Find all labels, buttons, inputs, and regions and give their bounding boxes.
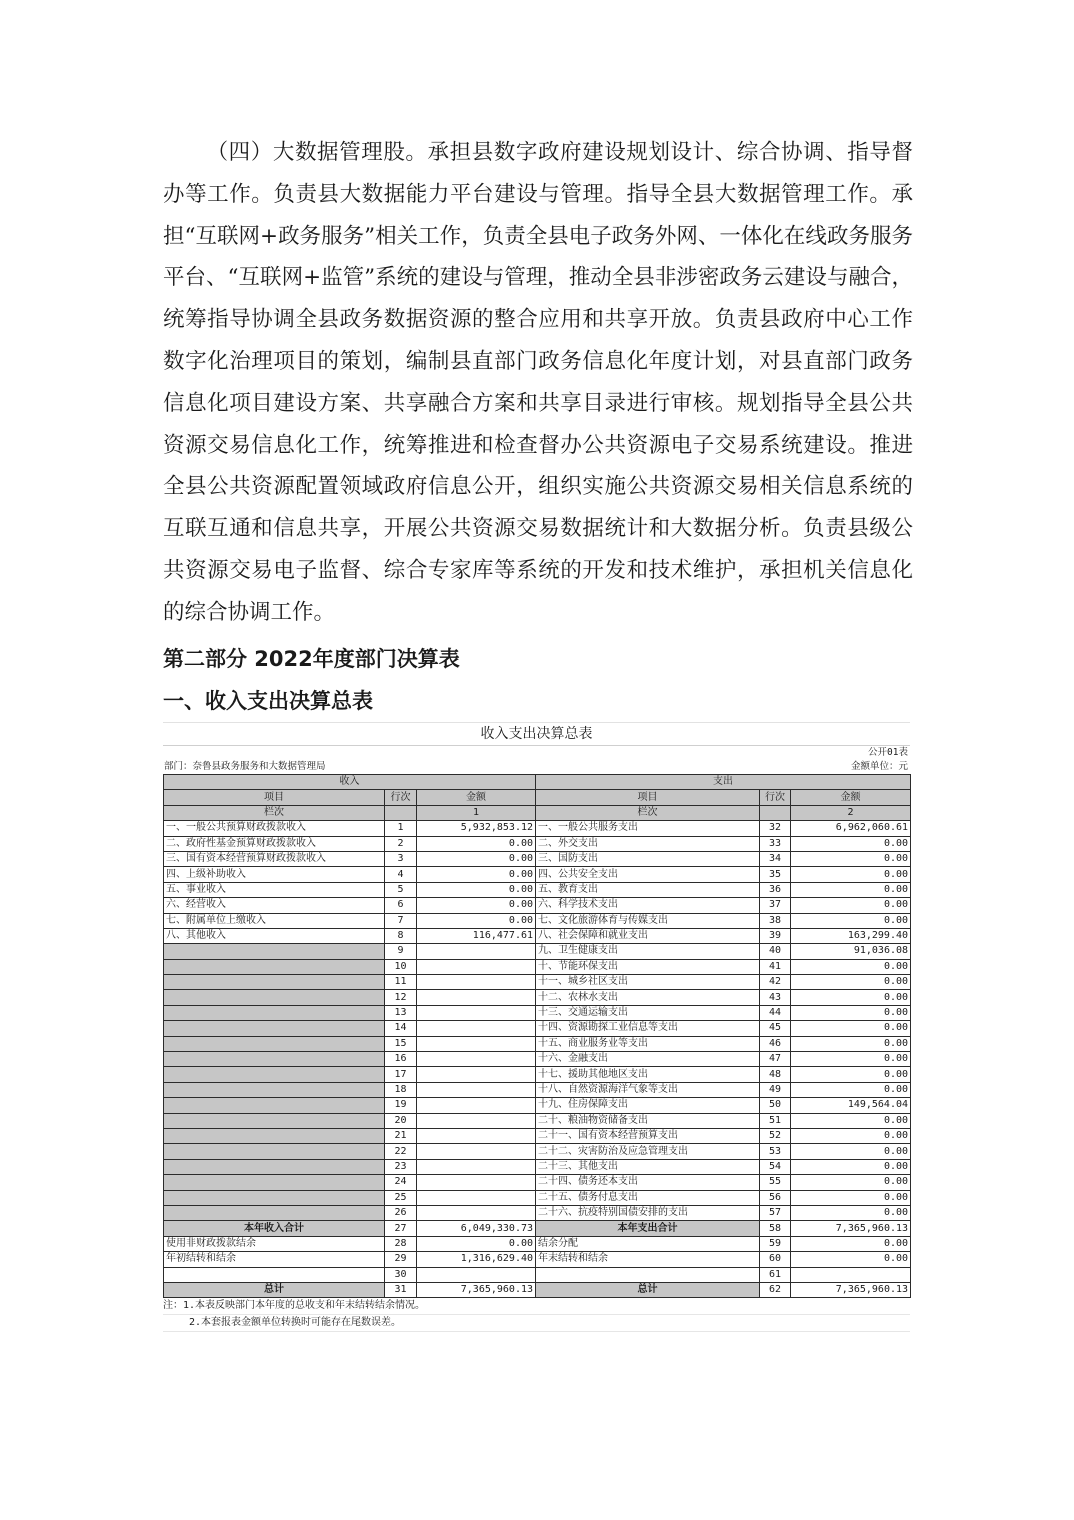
- expense-item: 二十四、债务还本支出: [536, 1175, 760, 1190]
- table-row: [164, 1190, 911, 1205]
- table-row: [164, 1159, 911, 1174]
- income-amount: [417, 1067, 536, 1082]
- expense-amount: 0.00: [791, 882, 911, 897]
- expense-item: 一、一般公共服务支出: [536, 821, 760, 836]
- expense-row-no: 41: [760, 959, 791, 974]
- income-amount: [417, 1021, 536, 1036]
- income-row-no: 21: [385, 1128, 417, 1143]
- expense-item: 十二、农林水支出: [536, 990, 760, 1005]
- expense-item: 六、科学技术支出: [536, 898, 760, 913]
- note-1: 注：1.本表反映部门本年度的总收支和年末结转结余情况。: [163, 1298, 910, 1315]
- col-row: 行次: [385, 790, 417, 805]
- income-amount: 0.00: [417, 913, 536, 928]
- income-row-no: 6: [385, 898, 417, 913]
- expense-row-no: 37: [760, 898, 791, 913]
- col-lanci: 栏次: [164, 805, 385, 820]
- expense-item: 十七、援助其他地区支出: [536, 1067, 760, 1082]
- expense-item: 九、卫生健康支出: [536, 944, 760, 959]
- income-amount: 0.00: [417, 1236, 536, 1251]
- expense-total-no: 58: [760, 1221, 791, 1236]
- income-row-no: 11: [385, 975, 417, 990]
- income-amount: [417, 959, 536, 974]
- expense-amount: 0.00: [791, 959, 911, 974]
- expense-amount: [791, 1267, 911, 1282]
- table-row: [164, 1052, 911, 1067]
- expense-row-no: 57: [760, 1205, 791, 1220]
- income-row-no: 14: [385, 1021, 417, 1036]
- income-row-no: 17: [385, 1067, 417, 1082]
- income-item: [164, 1267, 385, 1282]
- table-row: [164, 1005, 911, 1020]
- table-row: [164, 913, 911, 928]
- table-row: [164, 1128, 911, 1143]
- income-row-no: 13: [385, 1005, 417, 1020]
- expense-row-no: 48: [760, 1067, 791, 1082]
- income-row-no: 3: [385, 851, 417, 866]
- income-row-no: 9: [385, 944, 417, 959]
- expense-amount: 91,036.08: [791, 944, 911, 959]
- income-item: 二、政府性基金预算财政拨款收入: [164, 836, 385, 851]
- income-row-no: 5: [385, 882, 417, 897]
- note-2: 2.本套报表金额单位转换时可能存在尾数误差。: [163, 1315, 910, 1332]
- expense-amount: 0.00: [791, 975, 911, 990]
- expense-item: 十一、城乡社区支出: [536, 975, 760, 990]
- expense-row-no: 56: [760, 1190, 791, 1205]
- expense-amount: 0.00: [791, 1128, 911, 1143]
- expense-item: 年末结转和结余: [536, 1252, 760, 1267]
- income-amount: [417, 1205, 536, 1220]
- expense-row-no: 42: [760, 975, 791, 990]
- income-amount: 0.00: [417, 836, 536, 851]
- income-item: 五、事业收入: [164, 882, 385, 897]
- table-row: [164, 1036, 911, 1051]
- expense-row-no: 61: [760, 1267, 791, 1282]
- expense-amount: 0.00: [791, 1067, 911, 1082]
- income-item: 一、一般公共预算财政拨款收入: [164, 821, 385, 836]
- expense-amount: 0.00: [791, 1036, 911, 1051]
- table-row: [164, 990, 911, 1005]
- expense-total: 7,365,960.13: [791, 1221, 911, 1236]
- expense-row-no: 43: [760, 990, 791, 1005]
- expense-row-no: 51: [760, 1113, 791, 1128]
- income-item: [164, 944, 385, 959]
- expense-row-no: 44: [760, 1005, 791, 1020]
- income-amount: [417, 1036, 536, 1051]
- income-amount: 0.00: [417, 898, 536, 913]
- grand-total-label: 总计: [164, 1282, 385, 1297]
- expense-row-no: 34: [760, 851, 791, 866]
- income-row-no: 22: [385, 1144, 417, 1159]
- income-row-no: 8: [385, 928, 417, 943]
- income-amount: 116,477.61: [417, 928, 536, 943]
- income-total-label: 本年收入合计: [164, 1221, 385, 1236]
- expense-item: 二十三、其他支出: [536, 1159, 760, 1174]
- expense-row-no: 45: [760, 1021, 791, 1036]
- income-item: 八、其他收入: [164, 928, 385, 943]
- income-item: [164, 1021, 385, 1036]
- expense-amount: 0.00: [791, 1190, 911, 1205]
- income-amount: [417, 990, 536, 1005]
- expense-row-no: 47: [760, 1052, 791, 1067]
- income-item: [164, 1144, 385, 1159]
- expense-amount: 0.00: [791, 1005, 911, 1020]
- expense-amount: 0.00: [791, 1052, 911, 1067]
- income-row-no: 19: [385, 1098, 417, 1113]
- col-idx-income: 1: [417, 805, 536, 820]
- table-row: [164, 944, 911, 959]
- expense-item: 十九、住房保障支出: [536, 1098, 760, 1113]
- col-row: 行次: [760, 790, 791, 805]
- income-amount: [417, 1190, 536, 1205]
- expense-row-no: 54: [760, 1159, 791, 1174]
- expense-row-no: 53: [760, 1144, 791, 1159]
- expense-amount: 0.00: [791, 1205, 911, 1220]
- income-row-no: 4: [385, 867, 417, 882]
- expense-row-no: 52: [760, 1128, 791, 1143]
- income-amount: [417, 1267, 536, 1282]
- body-paragraph: （四）大数据管理股。承担县数字政府建设规划设计、综合协调、指导督办等工作。负责县大数据能力平台建设与管理。指导全县大数据管理工作。承担“互联网+政务服务”相关工作，负责全县电子政务外网、一体化在线政务服务平台、“互联网+监管”系统的建设与管理，推动全县非涉密政务云建设与融合，统筹指导协调全县政务数据资源的整合应用和共享开放。负责县政府中心工作数字化治理项目的策划，编制县直部门政务信息化年度计划，对县直部门政务信息化项目建设方案、共享融合方案和共享目录进行审核。规划指导全县公共资源交易信息化工作，统筹推进和检查督办公共资源电子交易系统建设。推进全县公共资源配置领域政府信息公开，组织实施公共资源交易相关信息系统的互联互通和信息共享，开展公共资源交易数据统计和大数据分析。负责县级公共资源交易电子监督、综合专家库等系统的开发和技术维护，承担机关信息化的综合协调工作。: [163, 140, 913, 625]
- income-row-no: 26: [385, 1205, 417, 1220]
- expense-row-no: 38: [760, 913, 791, 928]
- expense-row-no: 49: [760, 1082, 791, 1097]
- expense-item: 二十六、抗疫特别国债安排的支出: [536, 1205, 760, 1220]
- expense-row-no: 33: [760, 836, 791, 851]
- income-amount: [417, 1098, 536, 1113]
- table-row: [164, 928, 911, 943]
- income-item: 四、上级补助收入: [164, 867, 385, 882]
- income-row-no: 2: [385, 836, 417, 851]
- table-row: [164, 1113, 911, 1128]
- expense-item: 二十一、国有资本经营预算支出: [536, 1128, 760, 1143]
- income-amount: [417, 944, 536, 959]
- total-row: [164, 1221, 911, 1236]
- income-row-no: 20: [385, 1113, 417, 1128]
- expense-item: 八、社会保障和就业支出: [536, 928, 760, 943]
- table-row: [164, 1067, 911, 1082]
- income-item: 年初结转和结余: [164, 1252, 385, 1267]
- income-item: [164, 1036, 385, 1051]
- expense-item: 二十二、灾害防治及应急管理支出: [536, 1144, 760, 1159]
- income-amount: 1,316,629.40: [417, 1252, 536, 1267]
- expense-amount: 0.00: [791, 913, 911, 928]
- table-row: [164, 1021, 911, 1036]
- table-row: [164, 1205, 911, 1220]
- expense-row-no: 46: [760, 1036, 791, 1051]
- income-total-no: 27: [385, 1221, 417, 1236]
- grand-right-no: 62: [760, 1282, 791, 1297]
- table-row: [164, 882, 911, 897]
- income-expense-sheet: [163, 722, 910, 1332]
- income-item: [164, 959, 385, 974]
- expense-item: 七、文化旅游体育与传媒支出: [536, 913, 760, 928]
- expense-item: 十三、交通运输支出: [536, 1005, 760, 1020]
- col-amount: 金额: [791, 790, 911, 805]
- expense-amount: 0.00: [791, 1082, 911, 1097]
- expense-item: 五、教育支出: [536, 882, 760, 897]
- income-item: 使用非财政拨款结余: [164, 1236, 385, 1251]
- income-item: [164, 975, 385, 990]
- table-row: [164, 959, 911, 974]
- table-row: [164, 1082, 911, 1097]
- table-row: [164, 1175, 911, 1190]
- income-amount: [417, 1005, 536, 1020]
- expense-item: [536, 1267, 760, 1282]
- table-row: [164, 1144, 911, 1159]
- expense-amount: 0.00: [791, 851, 911, 866]
- expense-item: 结余分配: [536, 1236, 760, 1251]
- income-amount: [417, 1159, 536, 1174]
- expense-row-no: 35: [760, 867, 791, 882]
- income-row-no: 18: [385, 1082, 417, 1097]
- grand-total-row: [164, 1282, 911, 1297]
- income-amount: [417, 1113, 536, 1128]
- income-item: [164, 1205, 385, 1220]
- expense-amount: 0.00: [791, 1113, 911, 1128]
- expense-amount: 0.00: [791, 1144, 911, 1159]
- expense-item: 二十五、债务付息支出: [536, 1190, 760, 1205]
- form-no-row: [163, 746, 910, 760]
- col-amount: 金额: [417, 790, 536, 805]
- expense-row-no: 39: [760, 928, 791, 943]
- col-lanci: 栏次: [536, 805, 760, 820]
- income-amount: [417, 1128, 536, 1143]
- unit: 金额单位：元: [850, 761, 908, 772]
- income-item: [164, 1175, 385, 1190]
- table-row: [164, 821, 911, 836]
- income-item: [164, 1159, 385, 1174]
- income-item: 三、国有资本经营预算财政拨款收入: [164, 851, 385, 866]
- income-row-no: 25: [385, 1190, 417, 1205]
- income-row-no: 7: [385, 913, 417, 928]
- income-item: [164, 1005, 385, 1020]
- table-row: [164, 1267, 911, 1282]
- income-amount: 0.00: [417, 867, 536, 882]
- table-lanci-row: [164, 805, 911, 820]
- income-amount: [417, 1175, 536, 1190]
- grand-right: 7,365,960.13: [791, 1282, 911, 1297]
- expense-amount: 0.00: [791, 1252, 911, 1267]
- income-row-no: 16: [385, 1052, 417, 1067]
- table-group-header: [164, 775, 911, 790]
- income-item: 六、经营收入: [164, 898, 385, 913]
- expense-amount: 0.00: [791, 1159, 911, 1174]
- table-row: [164, 851, 911, 866]
- col-item: 项目: [536, 790, 760, 805]
- table-row: [164, 836, 911, 851]
- income-row-no: 24: [385, 1175, 417, 1190]
- expense-row-no: 55: [760, 1175, 791, 1190]
- grand-left-no: 31: [385, 1282, 417, 1297]
- income-expense-table: [163, 774, 911, 1298]
- expense-amount: 0.00: [791, 990, 911, 1005]
- expense-item: 二十、粮油物资储备支出: [536, 1113, 760, 1128]
- expense-item: 十八、自然资源海洋气象等支出: [536, 1082, 760, 1097]
- income-item: 七、附属单位上缴收入: [164, 913, 385, 928]
- expense-row-no: 36: [760, 882, 791, 897]
- income-row-no: 10: [385, 959, 417, 974]
- income-item: [164, 1067, 385, 1082]
- income-row-no: 23: [385, 1159, 417, 1174]
- expense-row-no: 40: [760, 944, 791, 959]
- income-amount: 0.00: [417, 882, 536, 897]
- income-row-no: 30: [385, 1267, 417, 1282]
- income-row-no: 12: [385, 990, 417, 1005]
- income-amount: [417, 1052, 536, 1067]
- table-column-header: [164, 790, 911, 805]
- col-idx-expense: 2: [791, 805, 911, 820]
- expense-item: 十四、资源勘探工业信息等支出: [536, 1021, 760, 1036]
- income-item: [164, 1190, 385, 1205]
- income-row-no: 28: [385, 1236, 417, 1251]
- income-amount: 5,932,853.12: [417, 821, 536, 836]
- table-row: [164, 1098, 911, 1113]
- expense-row-no: 59: [760, 1236, 791, 1251]
- income-amount: [417, 1082, 536, 1097]
- section-title: 第二部分 2022年度部门决算表: [163, 647, 460, 671]
- dept-unit-row: [163, 760, 910, 774]
- income-amount: 0.00: [417, 851, 536, 866]
- expense-row-no: 50: [760, 1098, 791, 1113]
- expense-amount: 0.00: [791, 1236, 911, 1251]
- expense-item: 十、节能环保支出: [536, 959, 760, 974]
- expense-amount: 149,564.04: [791, 1098, 911, 1113]
- table-title: 收入支出决算总表: [163, 722, 910, 746]
- table-row: [164, 898, 911, 913]
- income-row-no: 29: [385, 1252, 417, 1267]
- expense-amount: 0.00: [791, 1021, 911, 1036]
- income-item: [164, 1098, 385, 1113]
- expense-row-no: 32: [760, 821, 791, 836]
- col-item: 项目: [164, 790, 385, 805]
- income-header: 收入: [164, 775, 536, 790]
- income-item: [164, 1128, 385, 1143]
- income-item: [164, 990, 385, 1005]
- table-row: [164, 1236, 911, 1251]
- grand-left: 7,365,960.13: [417, 1282, 536, 1297]
- income-amount: [417, 1144, 536, 1159]
- expense-item: 十五、商业服务业等支出: [536, 1036, 760, 1051]
- income-item: [164, 1113, 385, 1128]
- income-row-no: 15: [385, 1036, 417, 1051]
- subsection-title: 一、收入支出决算总表: [163, 688, 373, 713]
- expense-amount: 0.00: [791, 1175, 911, 1190]
- income-item: [164, 1052, 385, 1067]
- table-notes: [163, 1298, 910, 1332]
- expense-total-label: 本年支出合计: [536, 1221, 760, 1236]
- expense-row-no: 60: [760, 1252, 791, 1267]
- expense-amount: 0.00: [791, 898, 911, 913]
- table-row: [164, 867, 911, 882]
- income-item: [164, 1082, 385, 1097]
- expense-amount: 0.00: [791, 836, 911, 851]
- expense-header: 支出: [536, 775, 911, 790]
- expense-amount: 0.00: [791, 867, 911, 882]
- income-total: 6,049,330.73: [417, 1221, 536, 1236]
- expense-amount: 6,962,060.61: [791, 821, 911, 836]
- income-row-no: 1: [385, 821, 417, 836]
- expense-item: 十六、金融支出: [536, 1052, 760, 1067]
- grand-total-label: 总计: [536, 1282, 760, 1297]
- expense-amount: 163,299.40: [791, 928, 911, 943]
- department: 部门：奈鲁县政务服务和大数据管理局: [164, 761, 326, 772]
- expense-item: 二、外交支出: [536, 836, 760, 851]
- form-no: 公开01表: [868, 747, 908, 758]
- table-row: [164, 975, 911, 990]
- income-amount: [417, 975, 536, 990]
- table-row: [164, 1252, 911, 1267]
- expense-item: 三、国防支出: [536, 851, 760, 866]
- expense-item: 四、公共安全支出: [536, 867, 760, 882]
